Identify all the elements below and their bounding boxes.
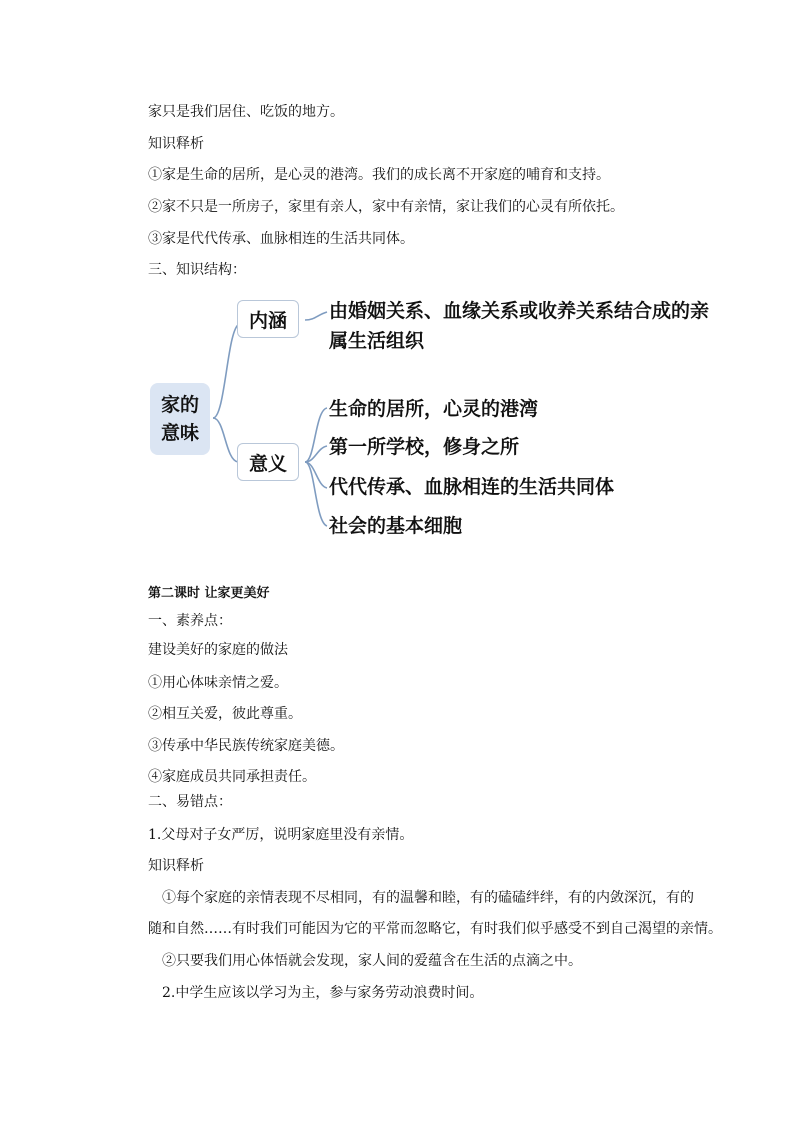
text-line: ①每个家庭的亲情表现不尽相同，有的温馨和睦，有的磕磕绊绊，有的内敛深沉，有的 [162, 890, 694, 906]
text-line: 建设美好的家庭的做法 [148, 642, 288, 658]
text-line: ④家庭成员共同承担责任。 [148, 769, 316, 785]
text-line: ②家不只是一所房子，家里有亲人，家中有亲情，家让我们的心灵有所依托。 [148, 199, 624, 215]
section-heading: 一、素养点： [148, 613, 232, 629]
text-line: 2.中学生应该以学习为主，参与家务劳动浪费时间。 [162, 985, 484, 1001]
text-line: 1.父母对子女严厉，说明家庭里没有亲情。 [148, 827, 414, 843]
root-label-line2: 意味 [160, 422, 199, 444]
leaf-meaning-3: 代代传承、血脉相连的生活共同体 [329, 476, 615, 498]
connector-root-branch2 [213, 418, 238, 462]
root-label-line1: 家的 [160, 394, 199, 416]
section-heading: 二、易错点： [148, 794, 232, 810]
section-heading: 知识释析 [148, 858, 204, 874]
branch-node-neihan: 内涵 [237, 300, 299, 338]
connector-branch2-leaf4 [305, 462, 327, 526]
leaf-definition-line2: 属生活组织 [329, 330, 425, 352]
text-line: 随和自然……有时我们可能因为它的平常而忽略它，有时我们似乎感受不到自己渴望的亲情。 [148, 921, 722, 937]
text-line: ①家是生命的居所，是心灵的港湾。我们的成长离不开家庭的哺育和支持。 [148, 167, 610, 183]
text-line: ②相互关爱，彼此尊重。 [148, 706, 302, 722]
connector-root-branch1 [213, 325, 238, 418]
leaf-meaning-2: 第一所学校，修身之所 [329, 436, 520, 458]
text-line: 家只是我们居住、吃饭的地方。 [148, 104, 344, 120]
diagram-root-node [150, 383, 210, 455]
text-line: ③传承中华民族传统家庭美德。 [148, 738, 344, 754]
text-line: ①用心体味亲情之爱。 [148, 675, 288, 691]
text-line: ③家是代代传承、血脉相连的生活共同体。 [148, 231, 414, 247]
section-heading: 知识释析 [148, 136, 204, 152]
connector-branch1-leaf [305, 312, 327, 320]
lesson-title: 第二课时 让家更美好 [148, 586, 270, 601]
section-heading: 三、知识结构： [148, 262, 246, 278]
knowledge-structure-diagram [145, 290, 710, 537]
leaf-definition-line1: 由婚姻关系、血缘关系或收养关系结合成的亲 [329, 300, 710, 322]
leaf-meaning-4: 社会的基本细胞 [329, 515, 463, 537]
text-line: ②只要我们用心体悟就会发现，家人间的爱蕴含在生活的点滴之中。 [162, 953, 582, 969]
branch-node-yiyi: 意义 [237, 443, 299, 481]
leaf-meaning-1: 生命的居所，心灵的港湾 [329, 398, 539, 420]
